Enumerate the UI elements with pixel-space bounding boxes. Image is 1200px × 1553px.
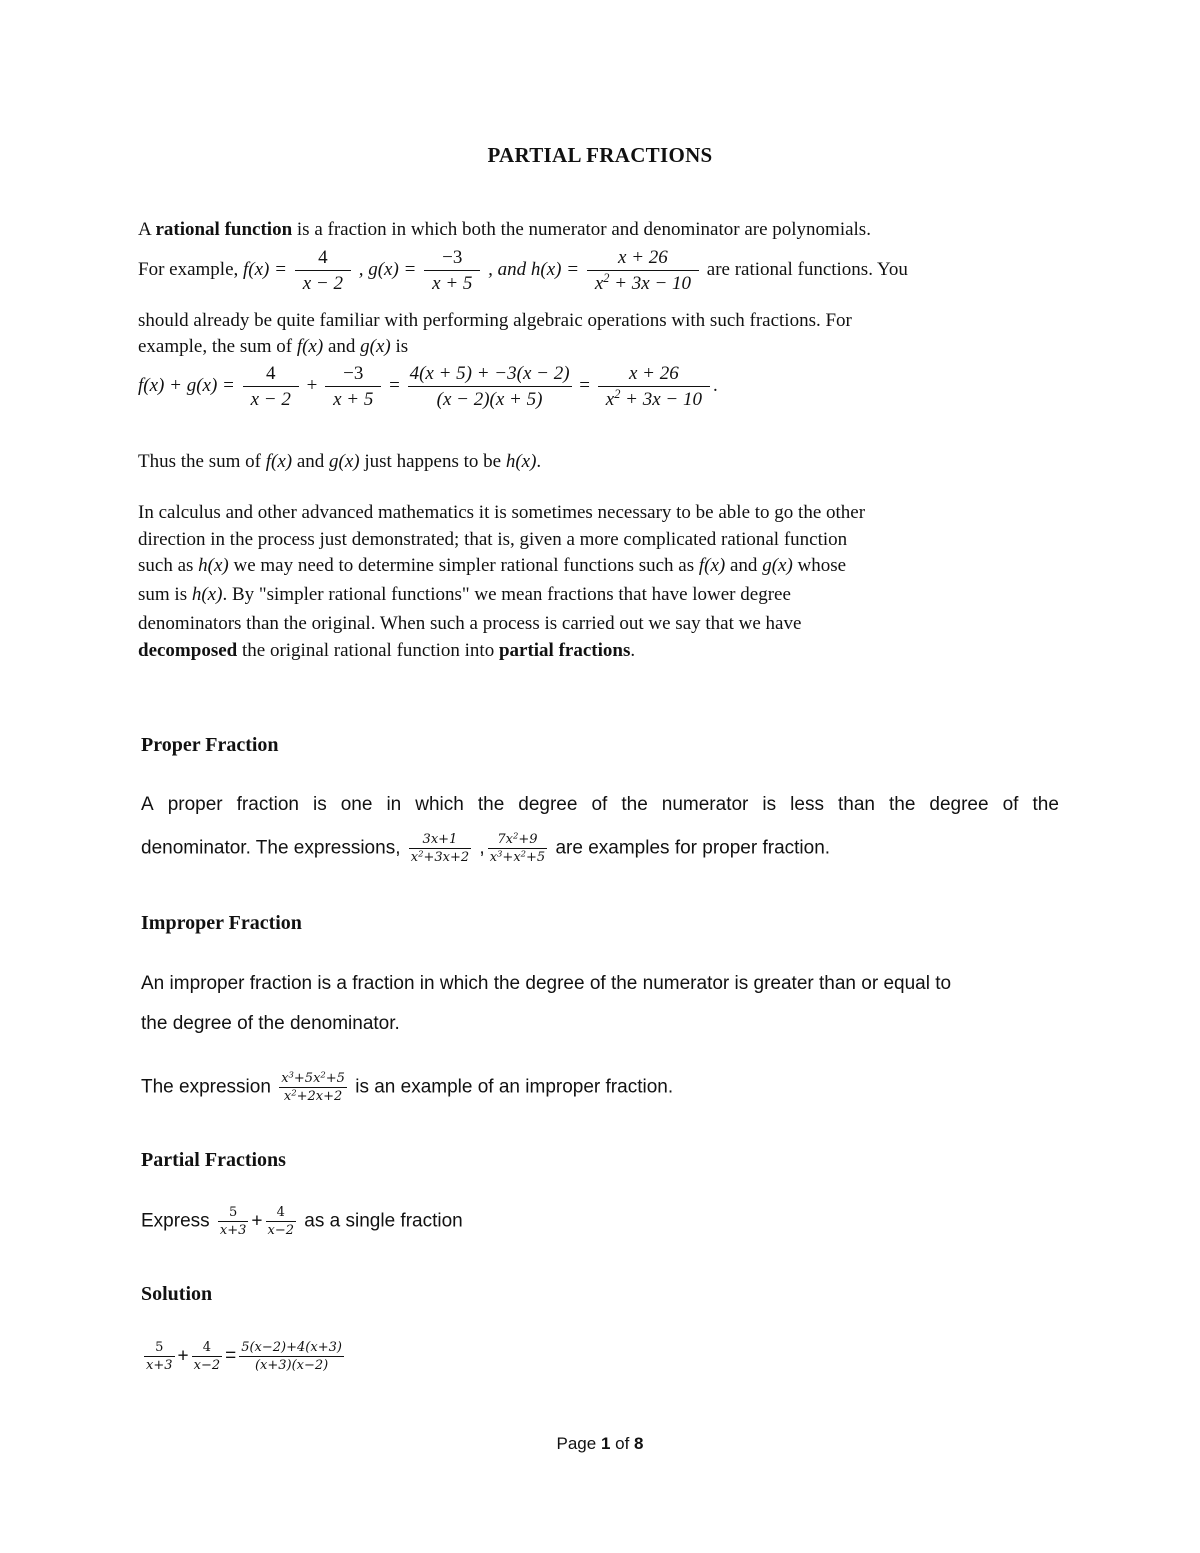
term-decomposed: decomposed bbox=[138, 640, 238, 661]
calculus-line-2: direction in the process just demonstrated; that is, given a more complicated rational function bbox=[138, 529, 848, 550]
h-label: , and h(x) = bbox=[488, 258, 580, 280]
numerator: −3 bbox=[424, 248, 480, 271]
proper-line-2: denominator. The expressions, $\frac{3x+1}{x^2+3x+2}$ , $\frac{7x^2+9}{x^3+x^2+5}$ are examples for proper fraction. bbox=[141, 830, 831, 865]
fraction: $\frac{4}{x - 2}$ bbox=[243, 364, 299, 409]
intro-line-2 bbox=[138, 248, 908, 293]
fraction: $\frac{x + 26}{x^2 + 3x - 10}$ bbox=[598, 364, 710, 409]
solution-equation bbox=[141, 1340, 347, 1373]
text: A bbox=[138, 219, 156, 240]
fraction: $\frac{5}{x+3}$ bbox=[146, 1340, 173, 1373]
fraction: $\frac{4}{x-2}$ bbox=[267, 1205, 295, 1238]
thus-line: Thus the sum of f(x) and g(x) just happens to be h(x). bbox=[138, 451, 542, 472]
text: For example, bbox=[138, 258, 244, 280]
plus-sign: + bbox=[177, 1345, 189, 1367]
denominator: $x^2 + 3x - 10$ bbox=[594, 271, 692, 294]
text: are rational functions. You bbox=[706, 258, 908, 280]
partial-express-line: Express $\frac{5}{x+3}$ + $\frac{4}{x-2}$ as a single fraction bbox=[141, 1205, 463, 1238]
sum-lhs: f(x) + g(x) = bbox=[138, 374, 235, 396]
calculus-line-4: sum is h(x). By "simpler rational functions" we mean fractions that have lower degree bbox=[138, 584, 791, 605]
numerator: x + 26 bbox=[587, 248, 699, 271]
page-total: 8 bbox=[634, 1434, 644, 1453]
plus-sign: + bbox=[306, 374, 318, 396]
calculus-line-5: denominators than the original. When such a process is carried out we say that we have bbox=[138, 613, 802, 634]
improper-line-2: the degree of the denominator. bbox=[141, 1013, 400, 1034]
equals-sign: = bbox=[225, 1345, 237, 1367]
page-number: 1 bbox=[600, 1434, 611, 1453]
denominator: x + 5 bbox=[432, 273, 473, 294]
heading-improper-fraction: Improper Fraction bbox=[141, 912, 302, 934]
intro-line-1 bbox=[138, 220, 871, 239]
fraction-f bbox=[295, 248, 351, 293]
proper-line-1: A proper fraction is one in which the degree of the numerator is less than the degree of the bbox=[141, 794, 1059, 815]
intro-line-3: should already be quite familiar with performing algebraic operations with such fractions. For bbox=[138, 310, 852, 331]
fraction-g bbox=[424, 248, 480, 293]
page-title: PARTIAL FRACTIONS bbox=[487, 143, 713, 167]
numerator: 4 bbox=[295, 248, 351, 271]
equals-sign: = bbox=[389, 374, 400, 396]
heading-solution: Solution bbox=[141, 1283, 213, 1305]
improper-line-3: The expression $\frac{x^3+5x^2+5}{x^2+2x+2}$ is an example of an improper fraction. bbox=[141, 1069, 674, 1104]
fraction: $\frac{3x+1}{x^2+3x+2}$ bbox=[410, 832, 470, 865]
fraction: $\frac{5}{x+3}$ bbox=[219, 1205, 247, 1238]
fraction: $\frac{4}{x-2}$ bbox=[193, 1340, 221, 1373]
denominator: x − 2 bbox=[302, 273, 343, 294]
calculus-line-6: decomposed the original rational function into partial fractions. bbox=[138, 640, 636, 661]
sum-equation: f(x) + g(x) = $\frac{4}{x - 2}$ + $\frac{-3}{x + 5}$ = $\frac{4(x + 5) + -3(x - 2)}{(x - 2)(x + 5)}$ = $\frac{x + 26}{x^2 + 3x - 10}$ . bbox=[138, 363, 718, 410]
fraction: $\frac{-3}{x + 5}$ bbox=[325, 364, 381, 409]
heading-partial-fractions: Partial Fractions bbox=[141, 1149, 286, 1171]
fraction: $\frac{5(x-2)+4(x+3)}{(x+3)(x-2)}$ bbox=[241, 1340, 342, 1373]
plus-sign: + bbox=[251, 1210, 263, 1232]
term-partial-fractions: partial fractions bbox=[498, 640, 631, 661]
fraction: $\frac{7x^2+9}{x^3+x^2+5}$ bbox=[489, 830, 546, 865]
improper-line-1: An improper fraction is a fraction in which the degree of the numerator is greater than or equal to bbox=[141, 973, 952, 994]
term-rational-function: rational function bbox=[155, 219, 293, 240]
calculus-line-1: In calculus and other advanced mathematics it is sometimes necessary to be able to go the other bbox=[138, 502, 866, 523]
equals-sign: = bbox=[579, 374, 591, 396]
f-label: f(x) = bbox=[243, 258, 287, 280]
fraction-h bbox=[587, 248, 699, 293]
page-footer: Page 1 of 8 bbox=[556, 1434, 644, 1453]
intro-line-4: example, the sum of f(x) and g(x) is bbox=[138, 336, 409, 357]
calculus-line-3: such as h(x) we may need to determine simpler rational functions such as f(x) and g(x) whose bbox=[138, 555, 847, 576]
fraction: $\frac{4(x + 5) + -3(x - 2)}{(x - 2)(x + 5)}$ bbox=[409, 363, 570, 410]
text: is a fraction in which both the numerator and denominator are polynomials. bbox=[292, 219, 871, 240]
g-label: , g(x) = bbox=[358, 258, 417, 280]
fraction: $\frac{x^3+5x^2+5}{x^2+2x+2}$ bbox=[281, 1069, 345, 1104]
heading-proper-fraction: Proper Fraction bbox=[141, 734, 279, 756]
